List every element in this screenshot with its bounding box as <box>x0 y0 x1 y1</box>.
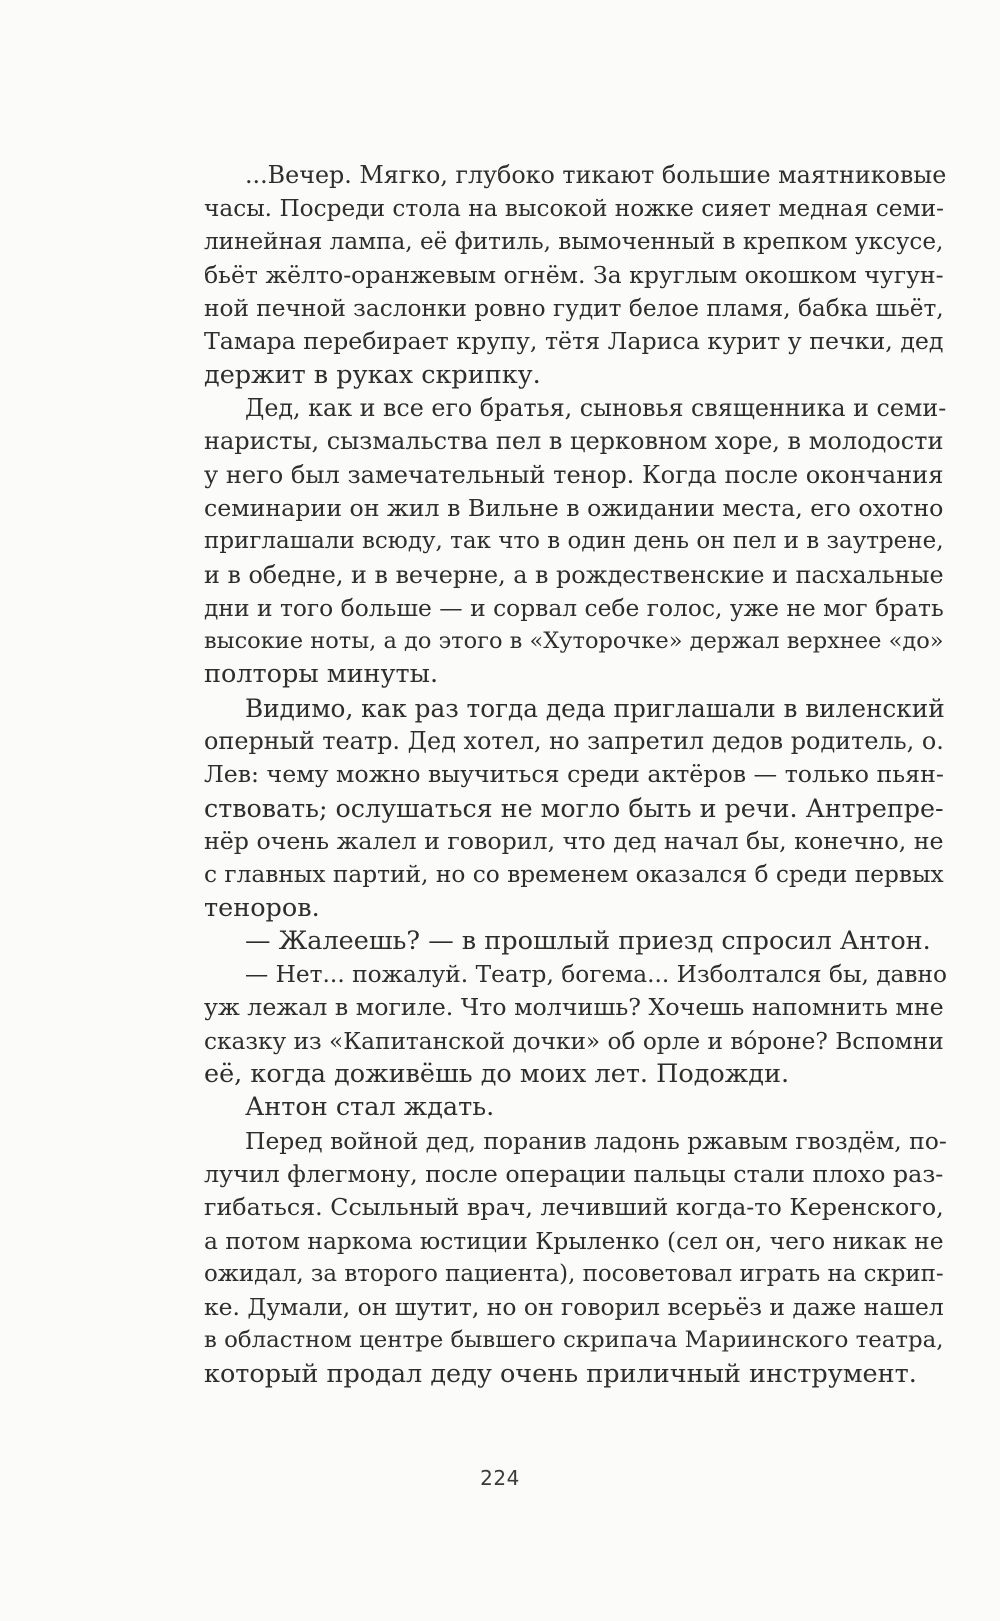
text-line: держит в руках скрипку. <box>204 359 541 390</box>
paragraph <box>163 159 947 392</box>
dialogue-line <box>163 958 948 1091</box>
page-number: 224 <box>480 1466 520 1490</box>
text-line: ной печной заслонки ровно гудит белое пламя, бабка шьёт, <box>204 295 944 323</box>
text-line: Тамара перебирает крупу, тётя Лариса курит у печки, дед <box>204 327 944 356</box>
text-line: Антон стал ждать. <box>245 1092 495 1123</box>
text-line: Дед, как и все его братья, сыновья священника и семи- <box>245 394 947 423</box>
paragraph <box>163 392 947 692</box>
text-line: ожидал, за второго пациента), посоветовал играть на скрип- <box>204 1260 944 1287</box>
text-line: Видимо, как раз тогда деда приглашали в виленский <box>245 693 945 723</box>
paragraph <box>163 1125 947 1391</box>
text-line: теноров. <box>204 892 320 923</box>
text-line: а потом наркома юстиции Крыленко (сел он, чего никак не <box>204 1226 944 1255</box>
text-line: ствовать; ослушаться не могло быть и речи. Антрепре- <box>204 792 944 823</box>
text-line: лучил флегмону, после операции пальцы стали плохо раз- <box>204 1159 944 1188</box>
text-line: в областном центре бывшего скрипача Мариинского театра, <box>204 1327 944 1354</box>
text-line: её, когда доживёшь до моих лет. Подожди. <box>204 1059 790 1090</box>
paragraph <box>163 1091 905 1124</box>
text-line: гибаться. Ссыльный врач, лечивший когда-то Керенского, <box>204 1193 944 1222</box>
text-line: часы. Посреди стола на высокой ножке сияет медная семи- <box>204 195 944 223</box>
text-line: полторы минуты. <box>204 659 439 690</box>
text-line: с главных партий, но со временем оказался б среди первых <box>204 861 944 889</box>
text-line: у него был замечательный тенор. Когда после окончания <box>204 460 944 489</box>
text-line: семинарии он жил в Вильне в ожидании места, его охотно <box>204 493 944 522</box>
dialogue-line <box>163 925 931 958</box>
text-line: — Нет... пожалуй. Театр, богема... Изболтался бы, давно <box>245 961 948 989</box>
text-line: линейная лампа, её фитиль, вымоченный в крепком уксусе, <box>204 228 944 255</box>
text-line: ...Вечер. Мягко, глубоко тикают большие маятниковые <box>245 161 947 189</box>
text-line: высокие ноты, а до этого в «Хуторочке» держал верхнее «до» <box>204 628 944 655</box>
text-line: — Жалеешь? — в прошлый приезд спросил Антон. <box>245 925 931 956</box>
text-line: ке. Думали, он шутит, но он говорил всерьёз и даже нашел <box>204 1293 944 1322</box>
text-line: нёр очень жалел и говорил, что дед начал бы, конечно, не <box>204 826 944 855</box>
text-line: уж лежал в могиле. Что молчишь? Хочешь напомнить мне <box>204 993 944 1022</box>
text-line: бьёт жёлто-оранжевым огнём. За круглым окошком чугун- <box>204 260 944 289</box>
text-line: дни и того больше — и сорвал себе голос, уже не мог брать <box>204 593 944 622</box>
text-line: приглашали всюду, так что в один день он пел и в заутрене, <box>204 528 944 555</box>
paragraph <box>163 692 945 925</box>
text-line: и в обедне, и в вечерне, а в рождественские и пасхальные <box>204 560 944 589</box>
body-text <box>163 159 948 1391</box>
text-line: который продал деду очень приличный инструмент. <box>204 1358 917 1389</box>
text-line: Лев: чему можно выучиться среди актёров — только пьян- <box>204 760 944 789</box>
text-line: сказку из «Капитанской дочки» об орле и вóроне? Вспомни <box>204 1027 944 1055</box>
text-line: Перед войной дед, поранив ладонь ржавым гвоздём, по- <box>245 1126 947 1155</box>
text-line: оперный театр. Дед хотел, но запретил дедов родитель, о. <box>204 727 944 756</box>
text-line: наристы, сызмальства пел в церковном хоре, в молодости <box>204 427 944 456</box>
